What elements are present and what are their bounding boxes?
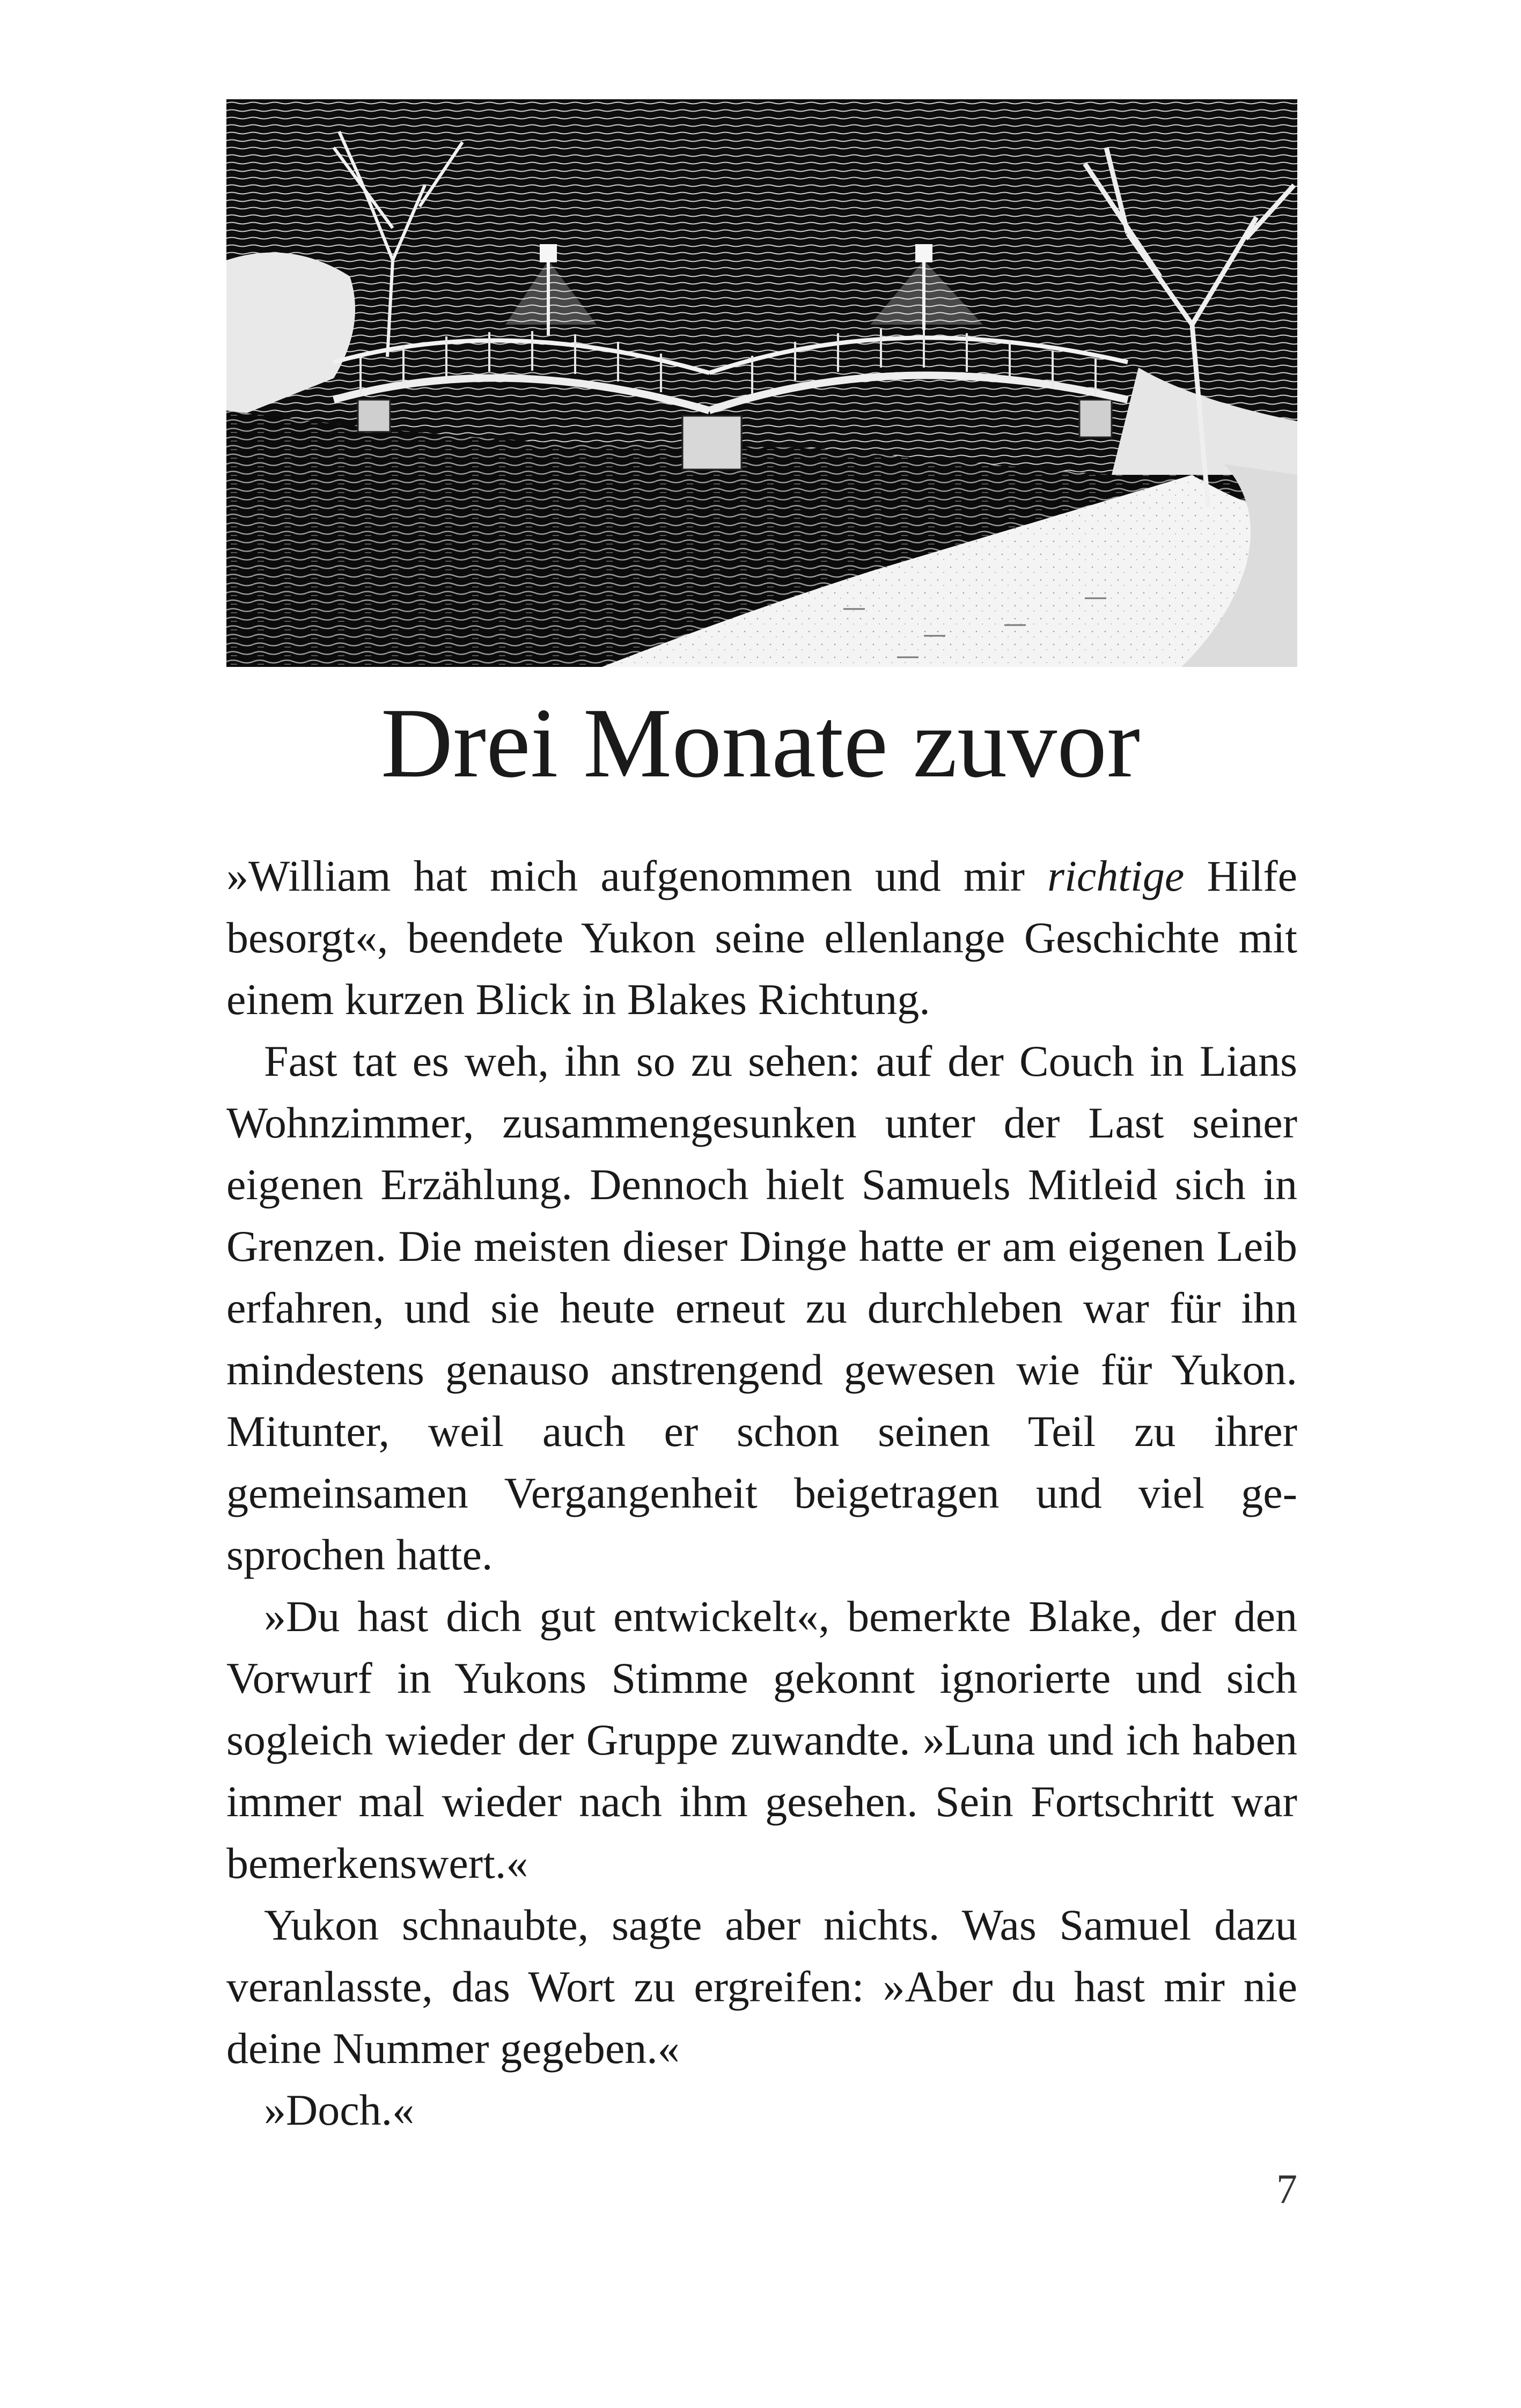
paragraph-text: »William hat mich aufgenommen und mir (226, 851, 1048, 900)
chapter-title: Drei Monate zuvor (380, 688, 1141, 798)
chapter-body (226, 845, 1297, 2141)
paragraph-text: Hilfe besorgt«, beendete Yukon seine ellenlange Geschichte mit einem kurzen Blick in Blakes Richtung. (226, 851, 1297, 1024)
winter-bridge-illustration (226, 99, 1297, 667)
page-number: 7 (1276, 2165, 1297, 2212)
emphasized-word: richtige (1047, 851, 1185, 900)
paragraph: »Du hast dich gut entwickelt«, bemerkte Blake, der den Vorwurf in Yukons Stimme gekonnt ignorierte und sich sogleich wieder der Gruppe zuwandte. »Luna und ich haben immer mal wieder nach ihm gesehen. Sein Fortschritt war bemerkenswert.« (226, 1592, 1297, 1888)
paragraph: »Doch.« (264, 2086, 415, 2134)
paragraph (226, 845, 1297, 1030)
paragraph: Fast tat es weh, ihn so zu sehen: auf der Couch in Lians Wohnzimmer, zusammengesunken unter der Last seiner eigenen Erzählung. Dennoch hielt Samuels Mitleid sich in Grenzen. Die meisten dieser Dinge hatte er am eigenen Leib erfahren, und sie heute erneut zu durchleben war für ihn mindestens genauso anstrengend gewesen wie für Yukon. Mitunter, weil auch er schon seinen Teil zu ihrer gemeinsamen Vergangenheit beigetragen und viel gesprochen hatte. (226, 1037, 1297, 1579)
paragraph: Yukon schnaubte, sagte aber nichts. Was Samuel dazu veranlasste, das Wort zu ergreifen: »Aber du hast mir nie deine Nummer gegeben.« (226, 1900, 1297, 2073)
